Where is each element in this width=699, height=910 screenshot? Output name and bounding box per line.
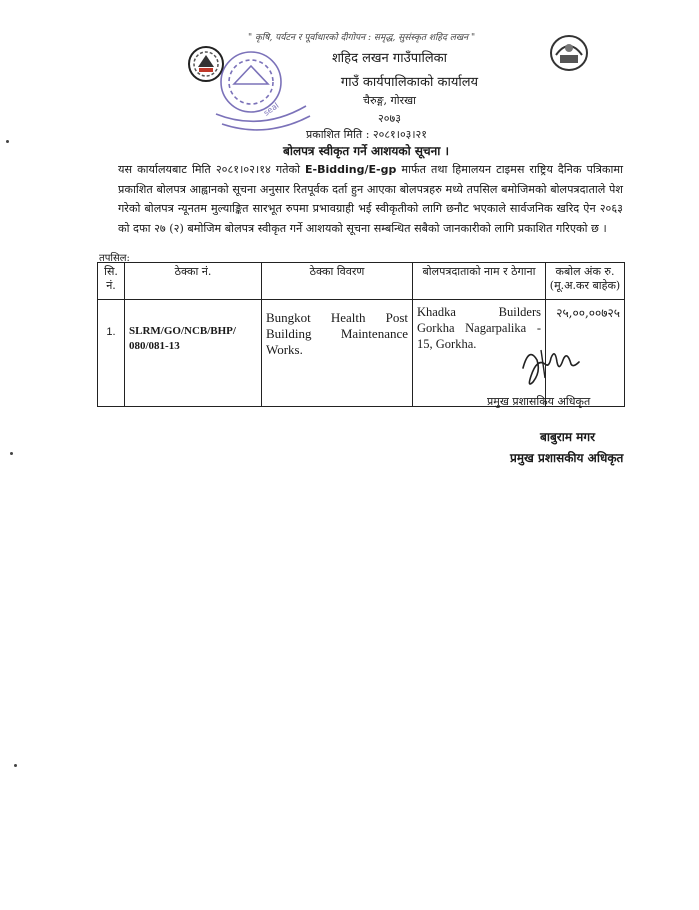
signatory-name: बाबुराम मगर (540, 430, 596, 444)
cell-bidder: Khadka Builders Gorkha Nagarpalika - 15, Gorkha. (413, 300, 546, 407)
cell-sn: 1. (98, 300, 125, 407)
notice-body-part1: यस कार्यालयबाट मिति २०८१।०२।१४ गतेको (118, 163, 306, 176)
signatory-designation: प्रमुख प्रशासकीय अधिकृत (510, 451, 624, 465)
header-bidder: बोलपत्रदाताको नाम र ठेगाना (413, 263, 546, 300)
municipality-name: शहिद लखन गाउँपालिका (331, 51, 448, 66)
details-label: तपसिल: (99, 253, 130, 264)
cell-contract-desc: Bungkot Health Post Building Maintenance Works. (262, 300, 413, 407)
notice-body-part2: मार्फत तथा हिमालयन टाइमस राष्ट्रिय दैनिक पत्रिकामा प्रकाशित बोलपत्र आह्वानको सूचना अनुसार रितपूर्वक दर्ता हुन आएका बोलपत्रहरु मध्ये तपसिल बमोजिमको बोलपत्रदाताले पेश गरेको बोलपत्र न्यूनतम मुल्याङ्कित सारभूत रुपमा प्रभावग्राही भई स्वीकृतीको लागि छनौट भएकाले सार्वजनिक खरिद ऐन २०६३ को दफा २७ (२) बमोजिम बोलपत्र स्वीकृत गर्ने आशयको सूचना सम्बन्धित सबैको जानकारीको लागि प्रकाशित गरिएको छ । (118, 163, 623, 235)
header-contract-desc: ठेक्का विवरण (262, 263, 413, 300)
table-header-row (98, 263, 625, 300)
notice-body-bidding-method: E-Bidding/E-gp (305, 163, 397, 176)
svg-text:seal: seal (261, 100, 281, 118)
notice-subject: बोलपत्र स्वीकृत गर्ने आशयको सूचना । (283, 144, 450, 158)
published-date: प्रकाशित मिति : २०८१।०३।२१ (306, 128, 427, 141)
cell-amount: २५,००,००७२५ (546, 300, 625, 407)
office-address: चैरुङ्ग, गोरखा (363, 94, 416, 107)
motto-text: " कृषि, पर्यटन र पूर्वाधारको दीगोपन : समृद्ध, सुसंस्कृत शहिद लखन " (248, 33, 476, 43)
established-year: २०७३ (378, 112, 401, 125)
header-sn: सि. नं. (98, 263, 125, 300)
header-contract-no: ठेक्का नं. (125, 263, 262, 300)
handwritten-signature (515, 338, 585, 390)
scan-speck (6, 140, 9, 143)
scan-speck (14, 764, 17, 767)
header-amount: कबोल अंक रु. (मू.अ.कर बाहेक) (546, 263, 625, 300)
signatory-title: प्रमुख प्रशासकिय अधिकृत (487, 395, 591, 408)
cell-contract-no: SLRM/GO/NCB/BHP/ 080/081-13 (125, 300, 262, 407)
scan-speck (10, 452, 13, 455)
notice-body (118, 160, 623, 238)
office-name: गाउँ कार्यपालिकाको कार्यालय (340, 75, 479, 90)
